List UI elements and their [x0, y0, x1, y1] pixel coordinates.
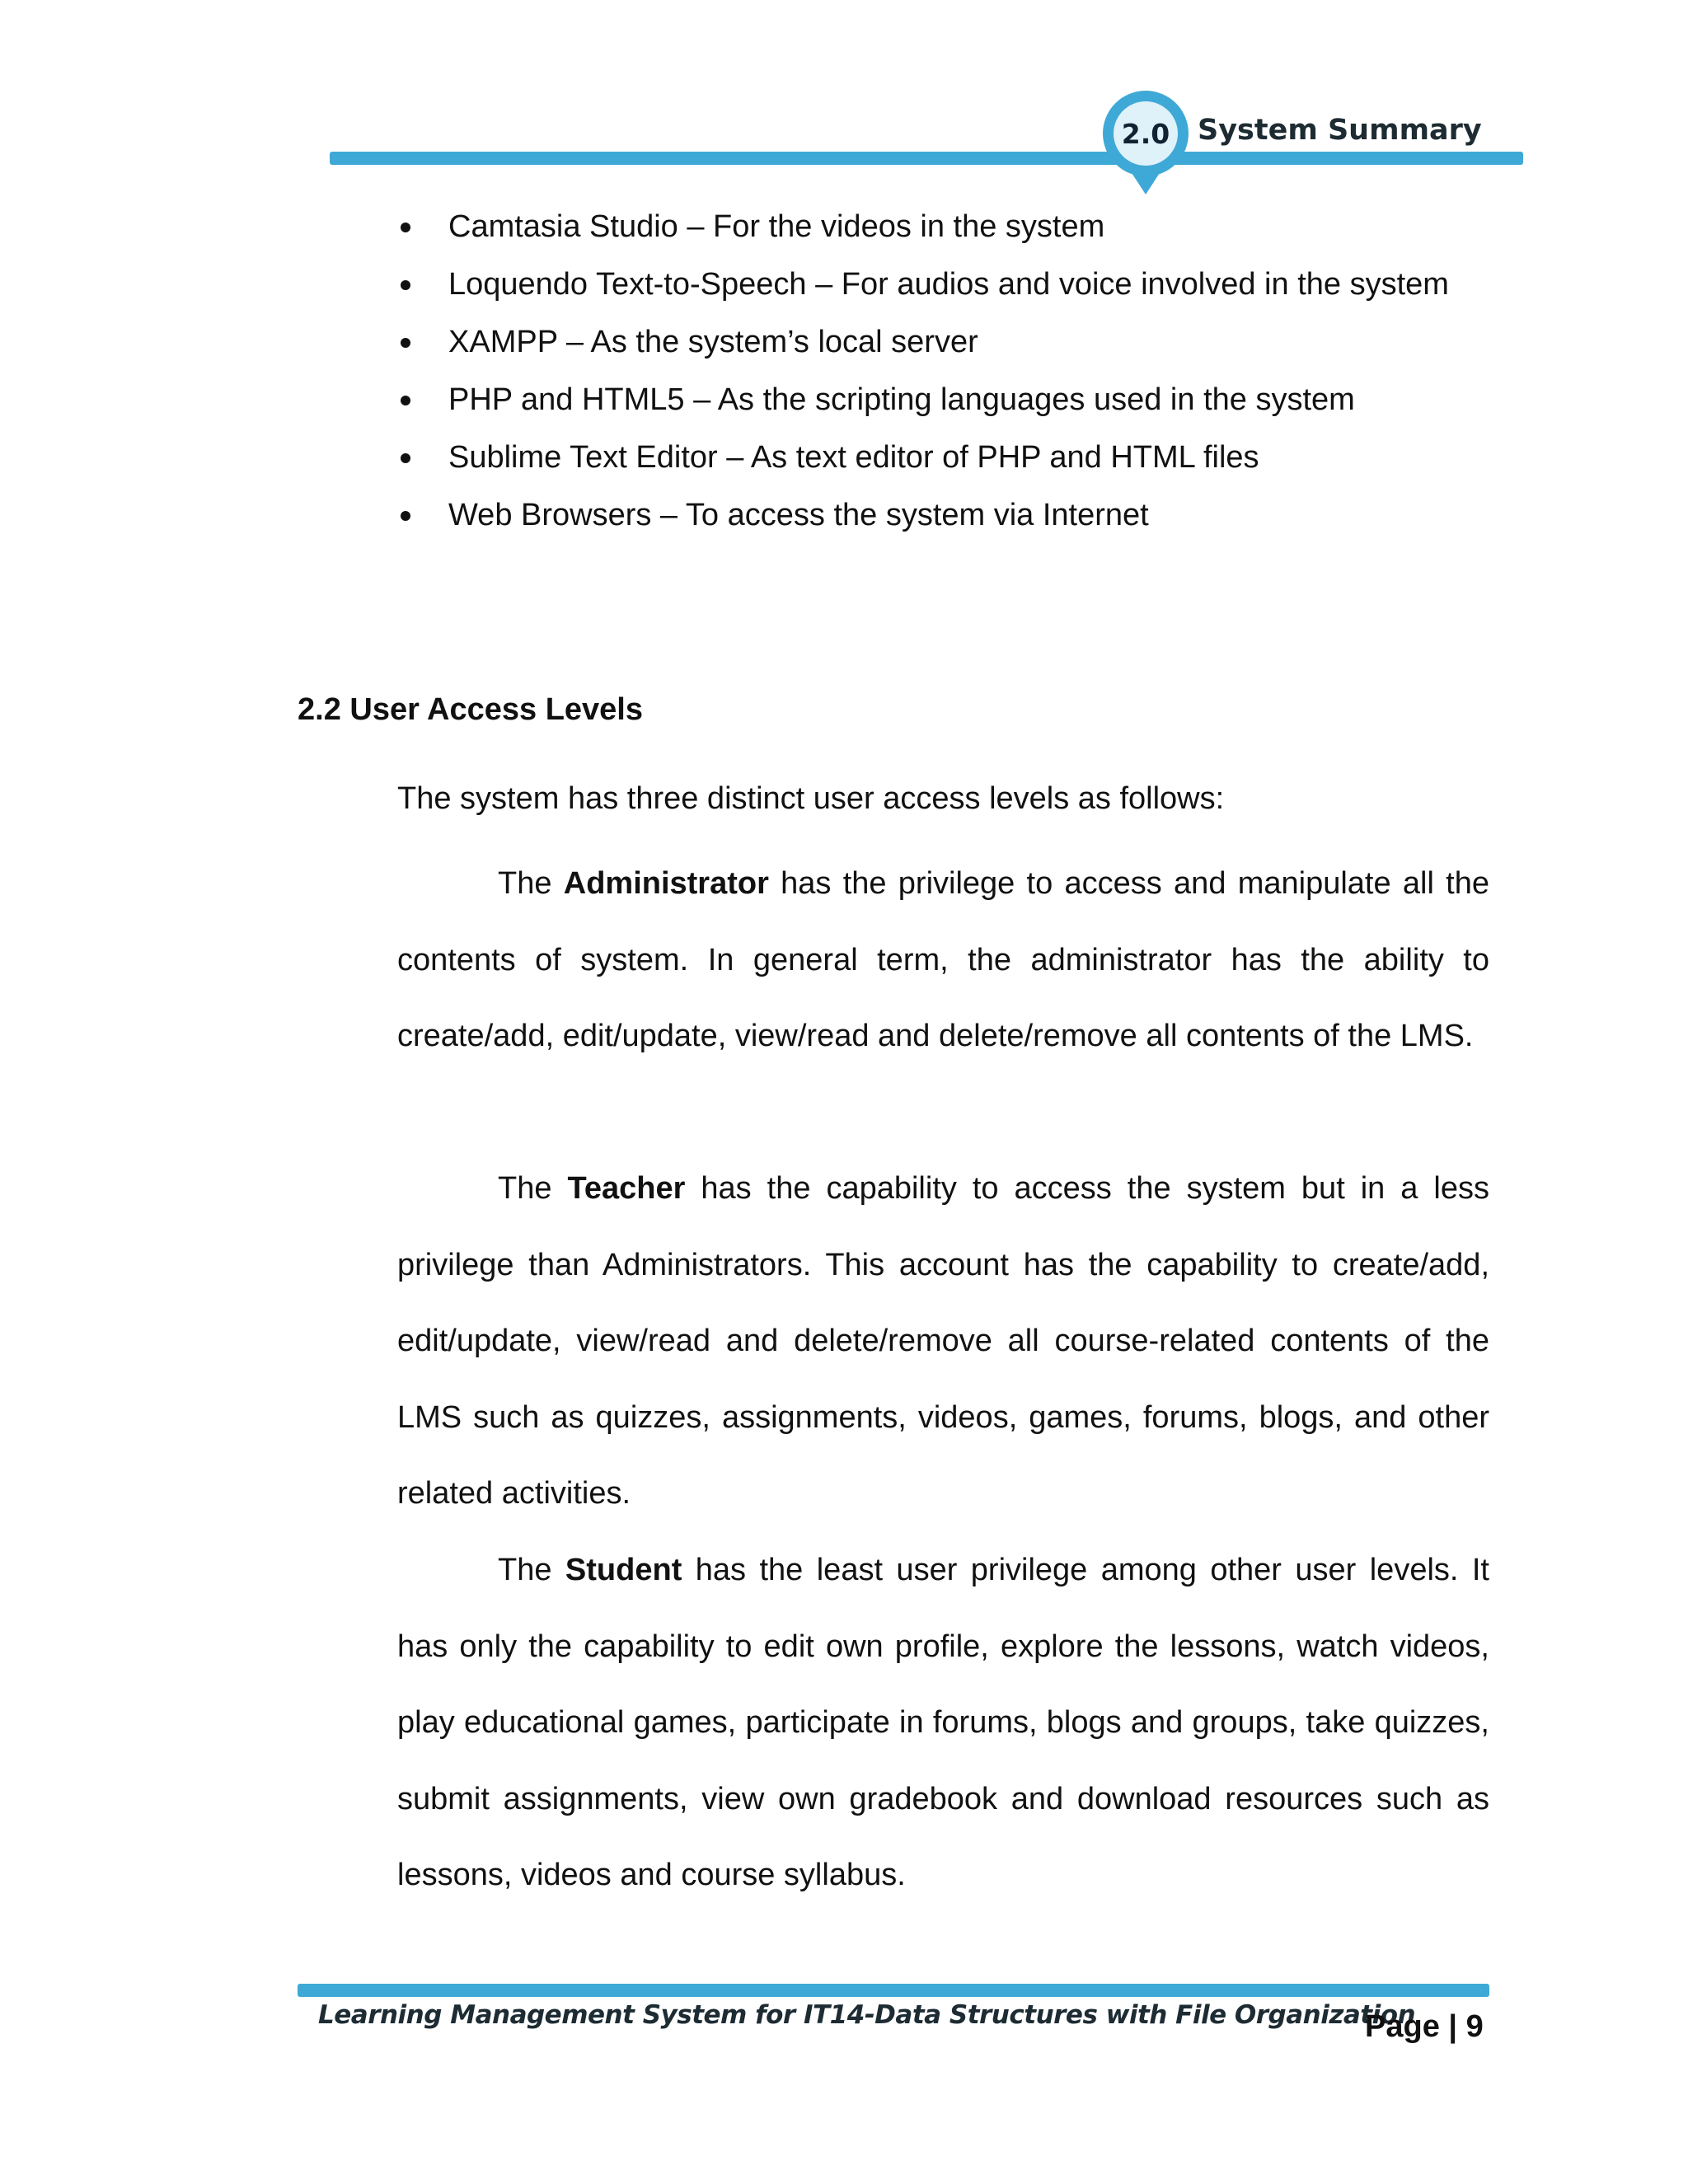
paragraph-lead: The	[498, 866, 564, 901]
paragraph-body: has the privilege to access and manipulate all the contents of system. In general term, the administrator has the ability to create/add, edit/update, view/read and delete/remove all contents of the LMS.	[397, 866, 1489, 1053]
list-item: XAMPP – As the system’s local server	[394, 313, 1498, 371]
list-item: Web Browsers – To access the system via Internet	[394, 486, 1498, 544]
section-badge	[1103, 91, 1189, 176]
list-item: Camtasia Studio – For the videos in the system	[394, 198, 1498, 255]
role-student: Student	[565, 1553, 682, 1587]
paragraph-body: has the least user privilege among other user levels. It has only the capability to edit own profile, explore the lessons, watch videos, play educational games, participate in forums, blogs and groups, take quizzes, submit assignments, view own gradebook and download resources such as lessons, videos and course syllabus.	[397, 1553, 1489, 1892]
list-item: Loquendo Text-to-Speech – For audios and voice involved in the system	[394, 255, 1498, 313]
paragraph-lead: The	[498, 1553, 565, 1587]
section-number: 2.0	[1114, 101, 1178, 166]
role-administrator: Administrator	[563, 866, 769, 901]
paragraph-body: has the capability to access the system but in a less privilege than Administrators. This account has the capability to create/add, edit/update, view/read and delete/remove all course-related contents of the LMS such as quizzes, assignments, videos, games, forums, blogs, and other related activities.	[397, 1171, 1489, 1511]
header-rule	[330, 152, 1523, 165]
section-title: System Summary	[1198, 114, 1482, 147]
student-paragraph	[397, 1532, 1489, 1914]
administrator-paragraph	[397, 846, 1489, 1075]
footer-rule	[298, 1984, 1489, 1997]
subsection-heading: 2.2 User Access Levels	[298, 692, 644, 727]
list-item: PHP and HTML5 – As the scripting languages used in the system	[394, 371, 1498, 429]
footer-title: Learning Management System for IT14-Data Structures with File Organization	[318, 2000, 1416, 2030]
paragraph-lead: The	[498, 1171, 568, 1206]
teacher-paragraph	[397, 1151, 1489, 1532]
page-number: Page | 9	[1365, 2009, 1484, 2044]
list-item: Sublime Text Editor – As text editor of PHP and HTML files	[394, 429, 1498, 486]
role-teacher: Teacher	[567, 1171, 686, 1206]
tools-list	[394, 198, 1498, 544]
intro-text: The system has three distinct user access levels as follows:	[397, 781, 1225, 816]
